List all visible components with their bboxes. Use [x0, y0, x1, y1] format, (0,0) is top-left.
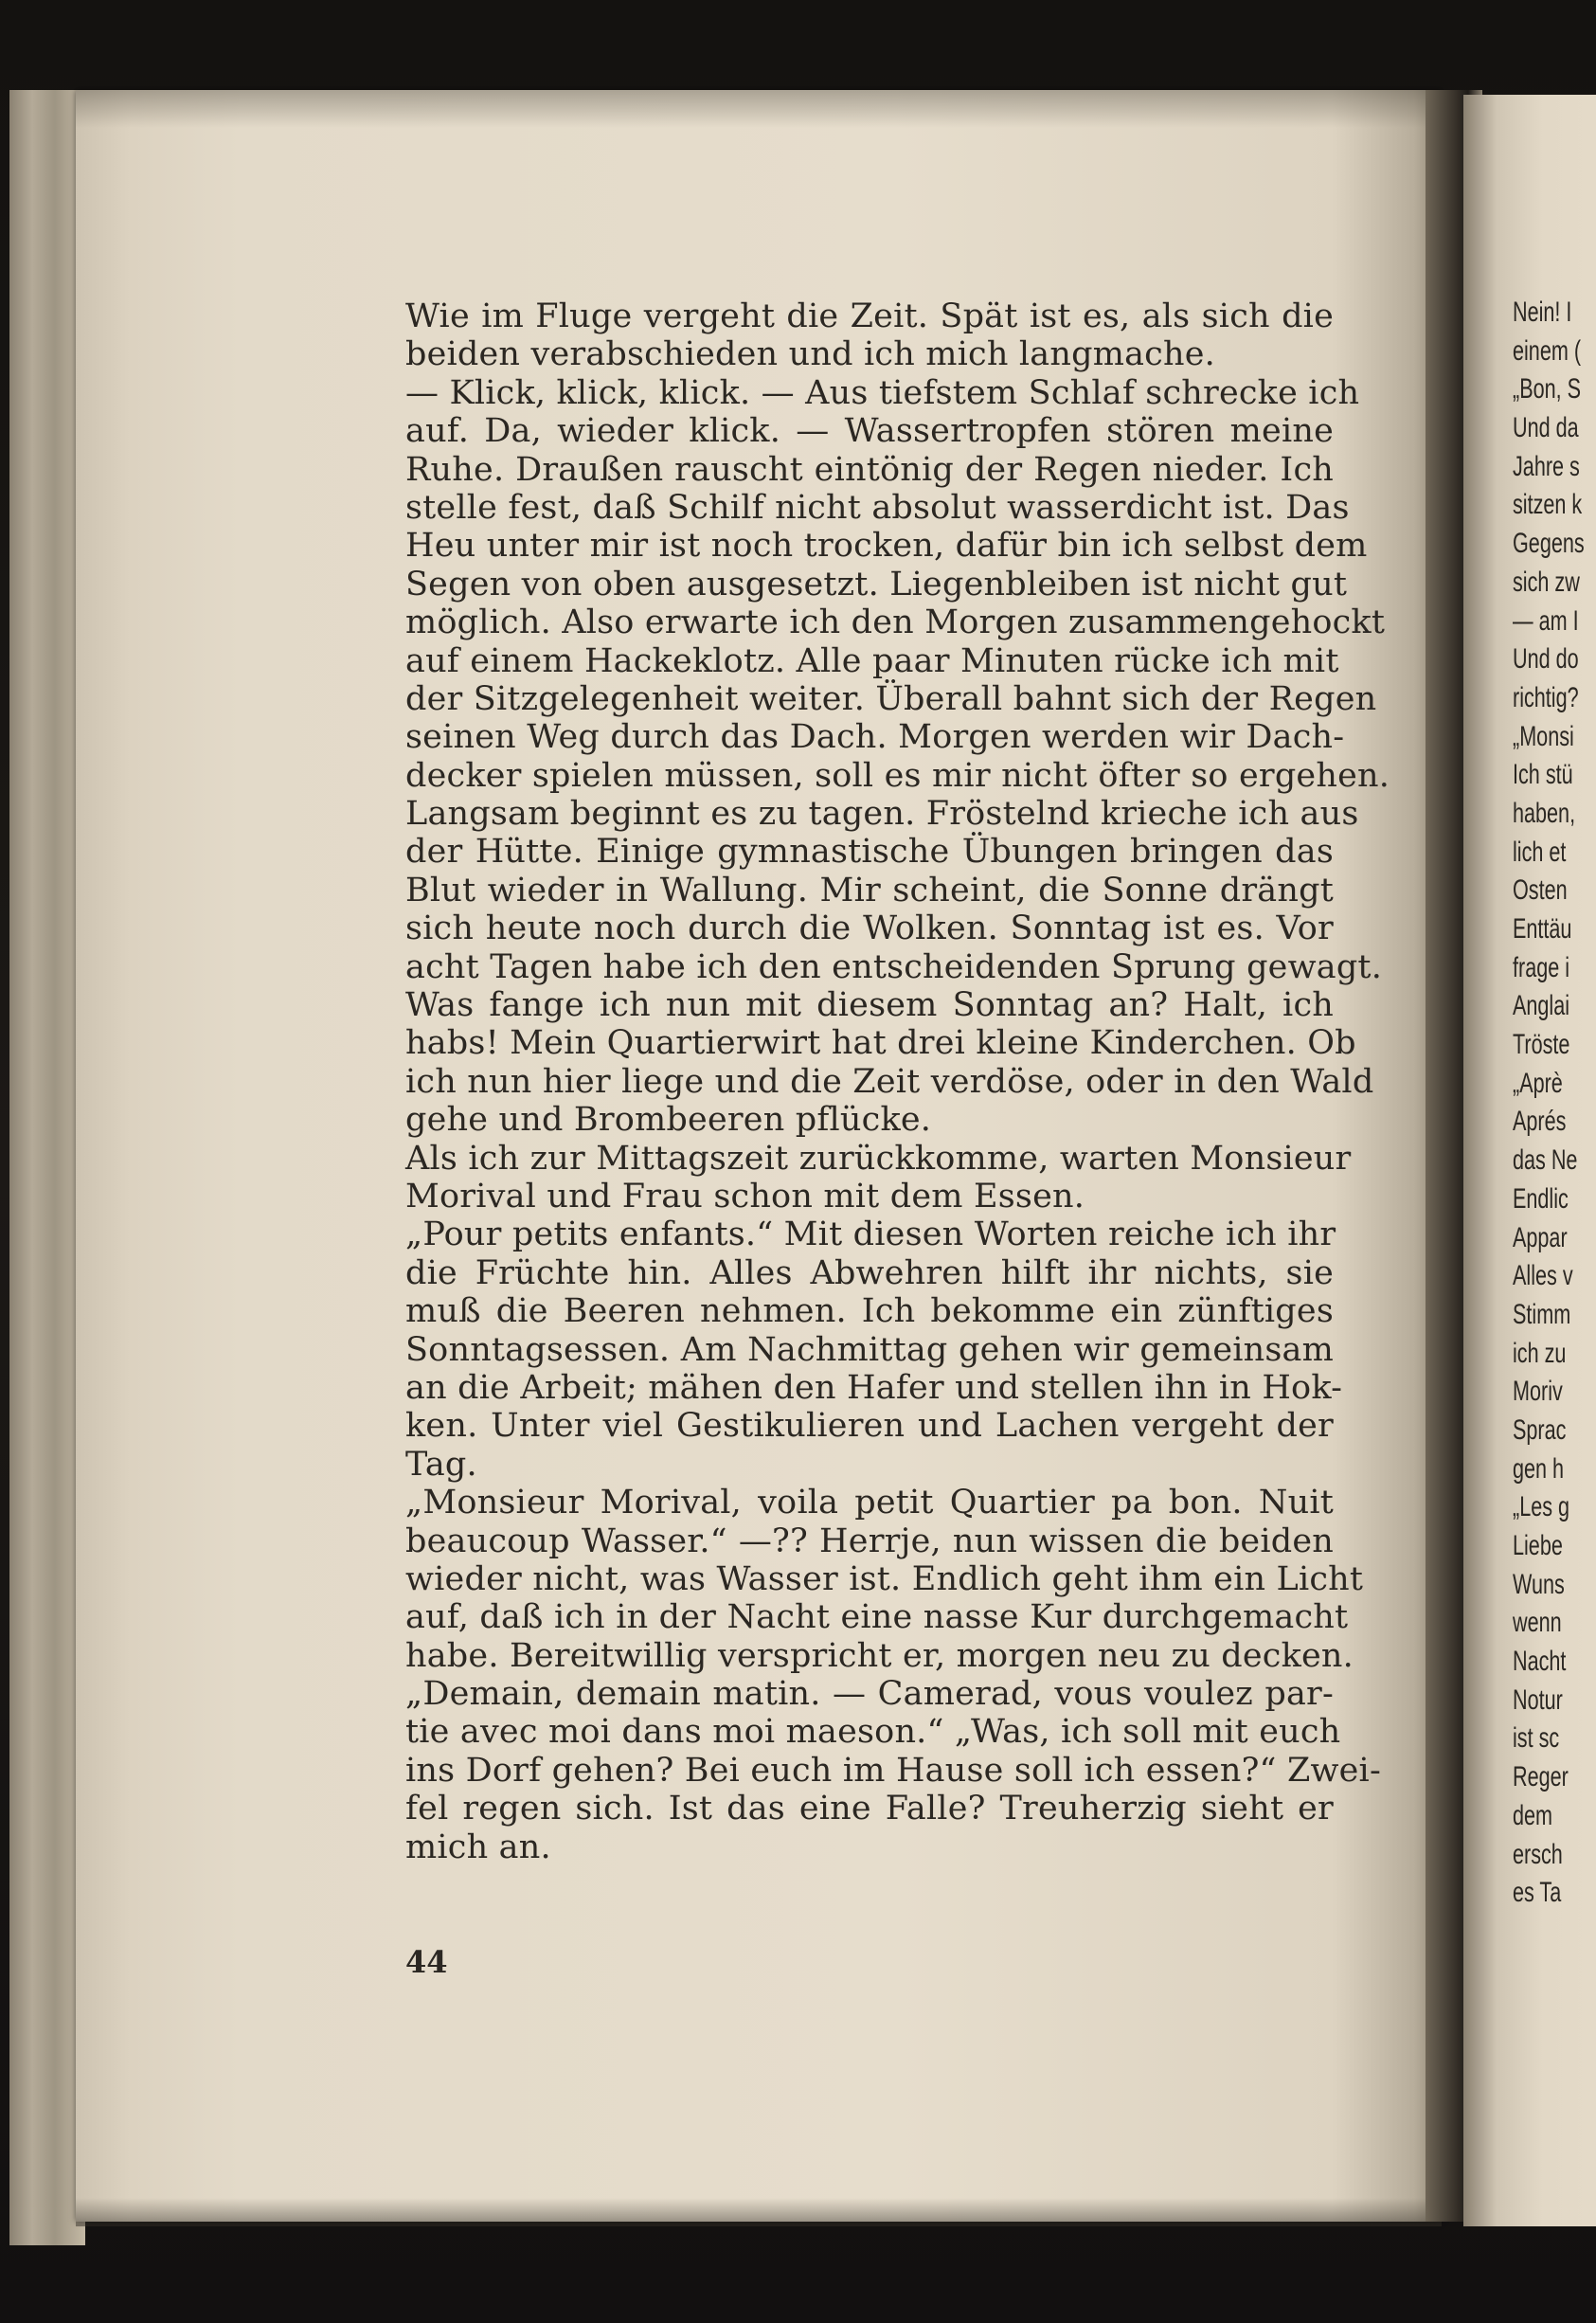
facing-text-line: einem (: [1513, 334, 1582, 367]
facing-text-line: richtig?: [1513, 681, 1579, 713]
facing-text-line: Tröste: [1513, 1029, 1570, 1061]
text-line: fel regen sich. Ist das eine Falle? Treuherzig sieht er: [405, 1790, 1334, 1828]
text-line: „Pour petits enfants.“ Mit diesen Worten reiche ich ihr: [405, 1216, 1336, 1254]
facing-text-line: Appar: [1513, 1221, 1568, 1253]
page-top-shadow: [76, 90, 1442, 128]
facing-text-line: Nein! I: [1513, 297, 1572, 328]
text-line: seinen Weg durch das Dach. Morgen werden wir Dach-: [405, 718, 1345, 757]
text-line: habe. Bereitwillig verspricht er, morgen neu zu decken.: [405, 1636, 1354, 1675]
facing-text-line: es Ta: [1513, 1877, 1562, 1909]
facing-text-line: wenn: [1513, 1607, 1562, 1639]
facing-text-line: ersch: [1513, 1838, 1563, 1870]
text-line: der Sitzgelegenheit weiter. Überall bahnt sich der Regen: [405, 679, 1377, 718]
facing-text-line: „Bon, S: [1513, 373, 1582, 405]
facing-text-line: Anglai: [1513, 990, 1570, 1022]
facing-text-line: Endlic: [1513, 1182, 1569, 1215]
text-line: der Hütte. Einige gymnastische Übungen bringen das: [405, 833, 1334, 872]
text-line: decker spielen müssen, soll es mir nicht öfter so ergehen.: [405, 756, 1390, 795]
facing-text-line: Alles v: [1513, 1260, 1573, 1292]
facing-text-line: Moriv: [1513, 1376, 1563, 1408]
facing-text-line: Aprés: [1513, 1106, 1567, 1138]
facing-text-line: Osten: [1513, 874, 1568, 907]
text-line: ins Dorf gehen? Bei euch im Hause soll ich essen?“ Zwei-: [405, 1751, 1381, 1790]
facing-text-line: gen h: [1513, 1452, 1565, 1485]
facing-text-line: das Ne: [1513, 1144, 1578, 1177]
text-line: gehe und Brombeeren pflücke.: [405, 1101, 932, 1140]
text-line: „Monsieur Morival, voila petit Quartier pa bon. Nuit: [405, 1484, 1334, 1522]
text-line: stelle fest, daß Schilf nicht absolut wasserdicht ist. Das: [405, 488, 1350, 527]
facing-text-line: — am I: [1513, 604, 1579, 637]
facing-text-line: Wuns: [1513, 1568, 1565, 1600]
text-line: acht Tagen habe ich den entscheidenden Sprung gewagt.: [405, 947, 1383, 986]
facing-text-line: „Monsi: [1513, 720, 1574, 752]
facing-text-line: frage i: [1513, 951, 1570, 983]
text-line: Morival und Frau schon mit dem Essen.: [405, 1177, 1085, 1216]
text-line: Blut wieder in Wallung. Mir scheint, die Sonne drängt: [405, 871, 1334, 909]
facing-text-line: „Aprè: [1513, 1067, 1563, 1099]
text-line: an die Arbeit; mähen den Hafer und stellen ihn in Hok-: [405, 1368, 1343, 1407]
text-line: — Klick, klick, klick. — Aus tiefstem Schlaf schrecke ich: [405, 373, 1360, 412]
facing-text-line: Stimm: [1513, 1298, 1571, 1330]
facing-text-line: ist sc: [1513, 1722, 1560, 1755]
text-line: Wie im Fluge vergeht die Zeit. Spät ist es, als sich die: [405, 297, 1334, 335]
text-line: beaucoup Wasser.“ —?? Herrje, nun wissen die beiden: [405, 1522, 1334, 1560]
text-line: auf, daß ich in der Nacht eine nasse Kur durchgemacht: [405, 1598, 1349, 1637]
text-line: Ruhe. Draußen rauscht eintönig der Regen nieder. Ich: [405, 450, 1334, 489]
text-line: auf. Da, wieder klick. — Wassertropfen stören meine: [405, 412, 1334, 451]
facing-text-line: haben,: [1513, 797, 1576, 829]
facing-text-line: Notur: [1513, 1684, 1563, 1716]
page-bottom-shadow: [76, 2198, 1442, 2226]
text-line: Heu unter mir ist noch trocken, dafür bin ich selbst dem: [405, 527, 1368, 566]
page-stack-edge: [9, 90, 85, 2245]
facing-text-line: Ich stü: [1513, 759, 1573, 791]
text-line: Als ich zur Mittagszeit zurückkomme, warten Monsieur: [405, 1139, 1352, 1178]
facing-text-line: Enttäu: [1513, 913, 1572, 945]
facing-text-line: ich zu: [1513, 1337, 1567, 1369]
facing-text-line: „Les g: [1513, 1491, 1570, 1523]
facing-text-line: Jahre s: [1513, 450, 1580, 482]
page-body-text: [405, 297, 1390, 1866]
facing-text-line: Liebe: [1513, 1530, 1563, 1561]
text-line: ken. Unter viel Gestikulieren und Lachen vergeht der: [405, 1407, 1334, 1446]
facing-text-line: Reger: [1513, 1761, 1569, 1793]
text-line: die Früchte hin. Alles Abwehren hilft ihr nichts, sie: [405, 1253, 1334, 1292]
text-line: möglich. Also erwarte ich den Morgen zusammengehockt: [405, 603, 1386, 642]
facing-text-line: lich et: [1513, 836, 1567, 868]
facing-text-line: Gegens: [1513, 528, 1585, 560]
text-line: sich heute noch durch die Wolken. Sonntag ist es. Vor: [405, 909, 1334, 948]
text-line: Langsam beginnt es zu tagen. Fröstelnd krieche ich aus: [405, 795, 1359, 834]
text-line: Sonntagsessen. Am Nachmittag gehen wir gemeinsam: [405, 1330, 1334, 1369]
facing-text-line: sitzen k: [1513, 489, 1583, 521]
text-line: mich an.: [405, 1828, 551, 1866]
text-line: beiden verabschieden und ich mich langmache.: [405, 335, 1215, 374]
text-line: tie avec moi dans moi maeson.“ „Was, ich soll mit euch: [405, 1713, 1341, 1752]
text-line: Segen von oben ausgesetzt. Liegenbleiben ist nicht gut: [405, 565, 1348, 603]
facing-text-line: dem: [1513, 1799, 1553, 1831]
text-line: ich nun hier liege und die Zeit verdöse, oder in den Wald: [405, 1062, 1374, 1101]
facing-page-text: [1513, 294, 1594, 1913]
text-line: auf einem Hackeklotz. Alle paar Minuten rücke ich mit: [405, 641, 1339, 680]
text-line: Tag.: [405, 1445, 477, 1484]
page-number: 44: [405, 1944, 448, 1980]
facing-text-line: sich zw: [1513, 566, 1580, 598]
facing-text-line: Und da: [1513, 412, 1579, 444]
facing-text-line: Nacht: [1513, 1646, 1567, 1678]
text-line: Was fange ich nun mit diesem Sonntag an? Halt, ich: [405, 986, 1334, 1025]
text-line: muß die Beeren nehmen. Ich bekomme ein zünftiges: [405, 1292, 1334, 1331]
facing-text-line: Und do: [1513, 643, 1579, 675]
text-line: wieder nicht, was Wasser ist. Endlich geht ihm ein Licht: [405, 1559, 1364, 1598]
text-line: habs! Mein Quartierwirt hat drei kleine Kinderchen. Ob: [405, 1024, 1356, 1063]
text-line: „Demain, demain matin. — Camerad, vous voulez par-: [405, 1675, 1334, 1714]
facing-text-line: Sprac: [1513, 1414, 1567, 1446]
